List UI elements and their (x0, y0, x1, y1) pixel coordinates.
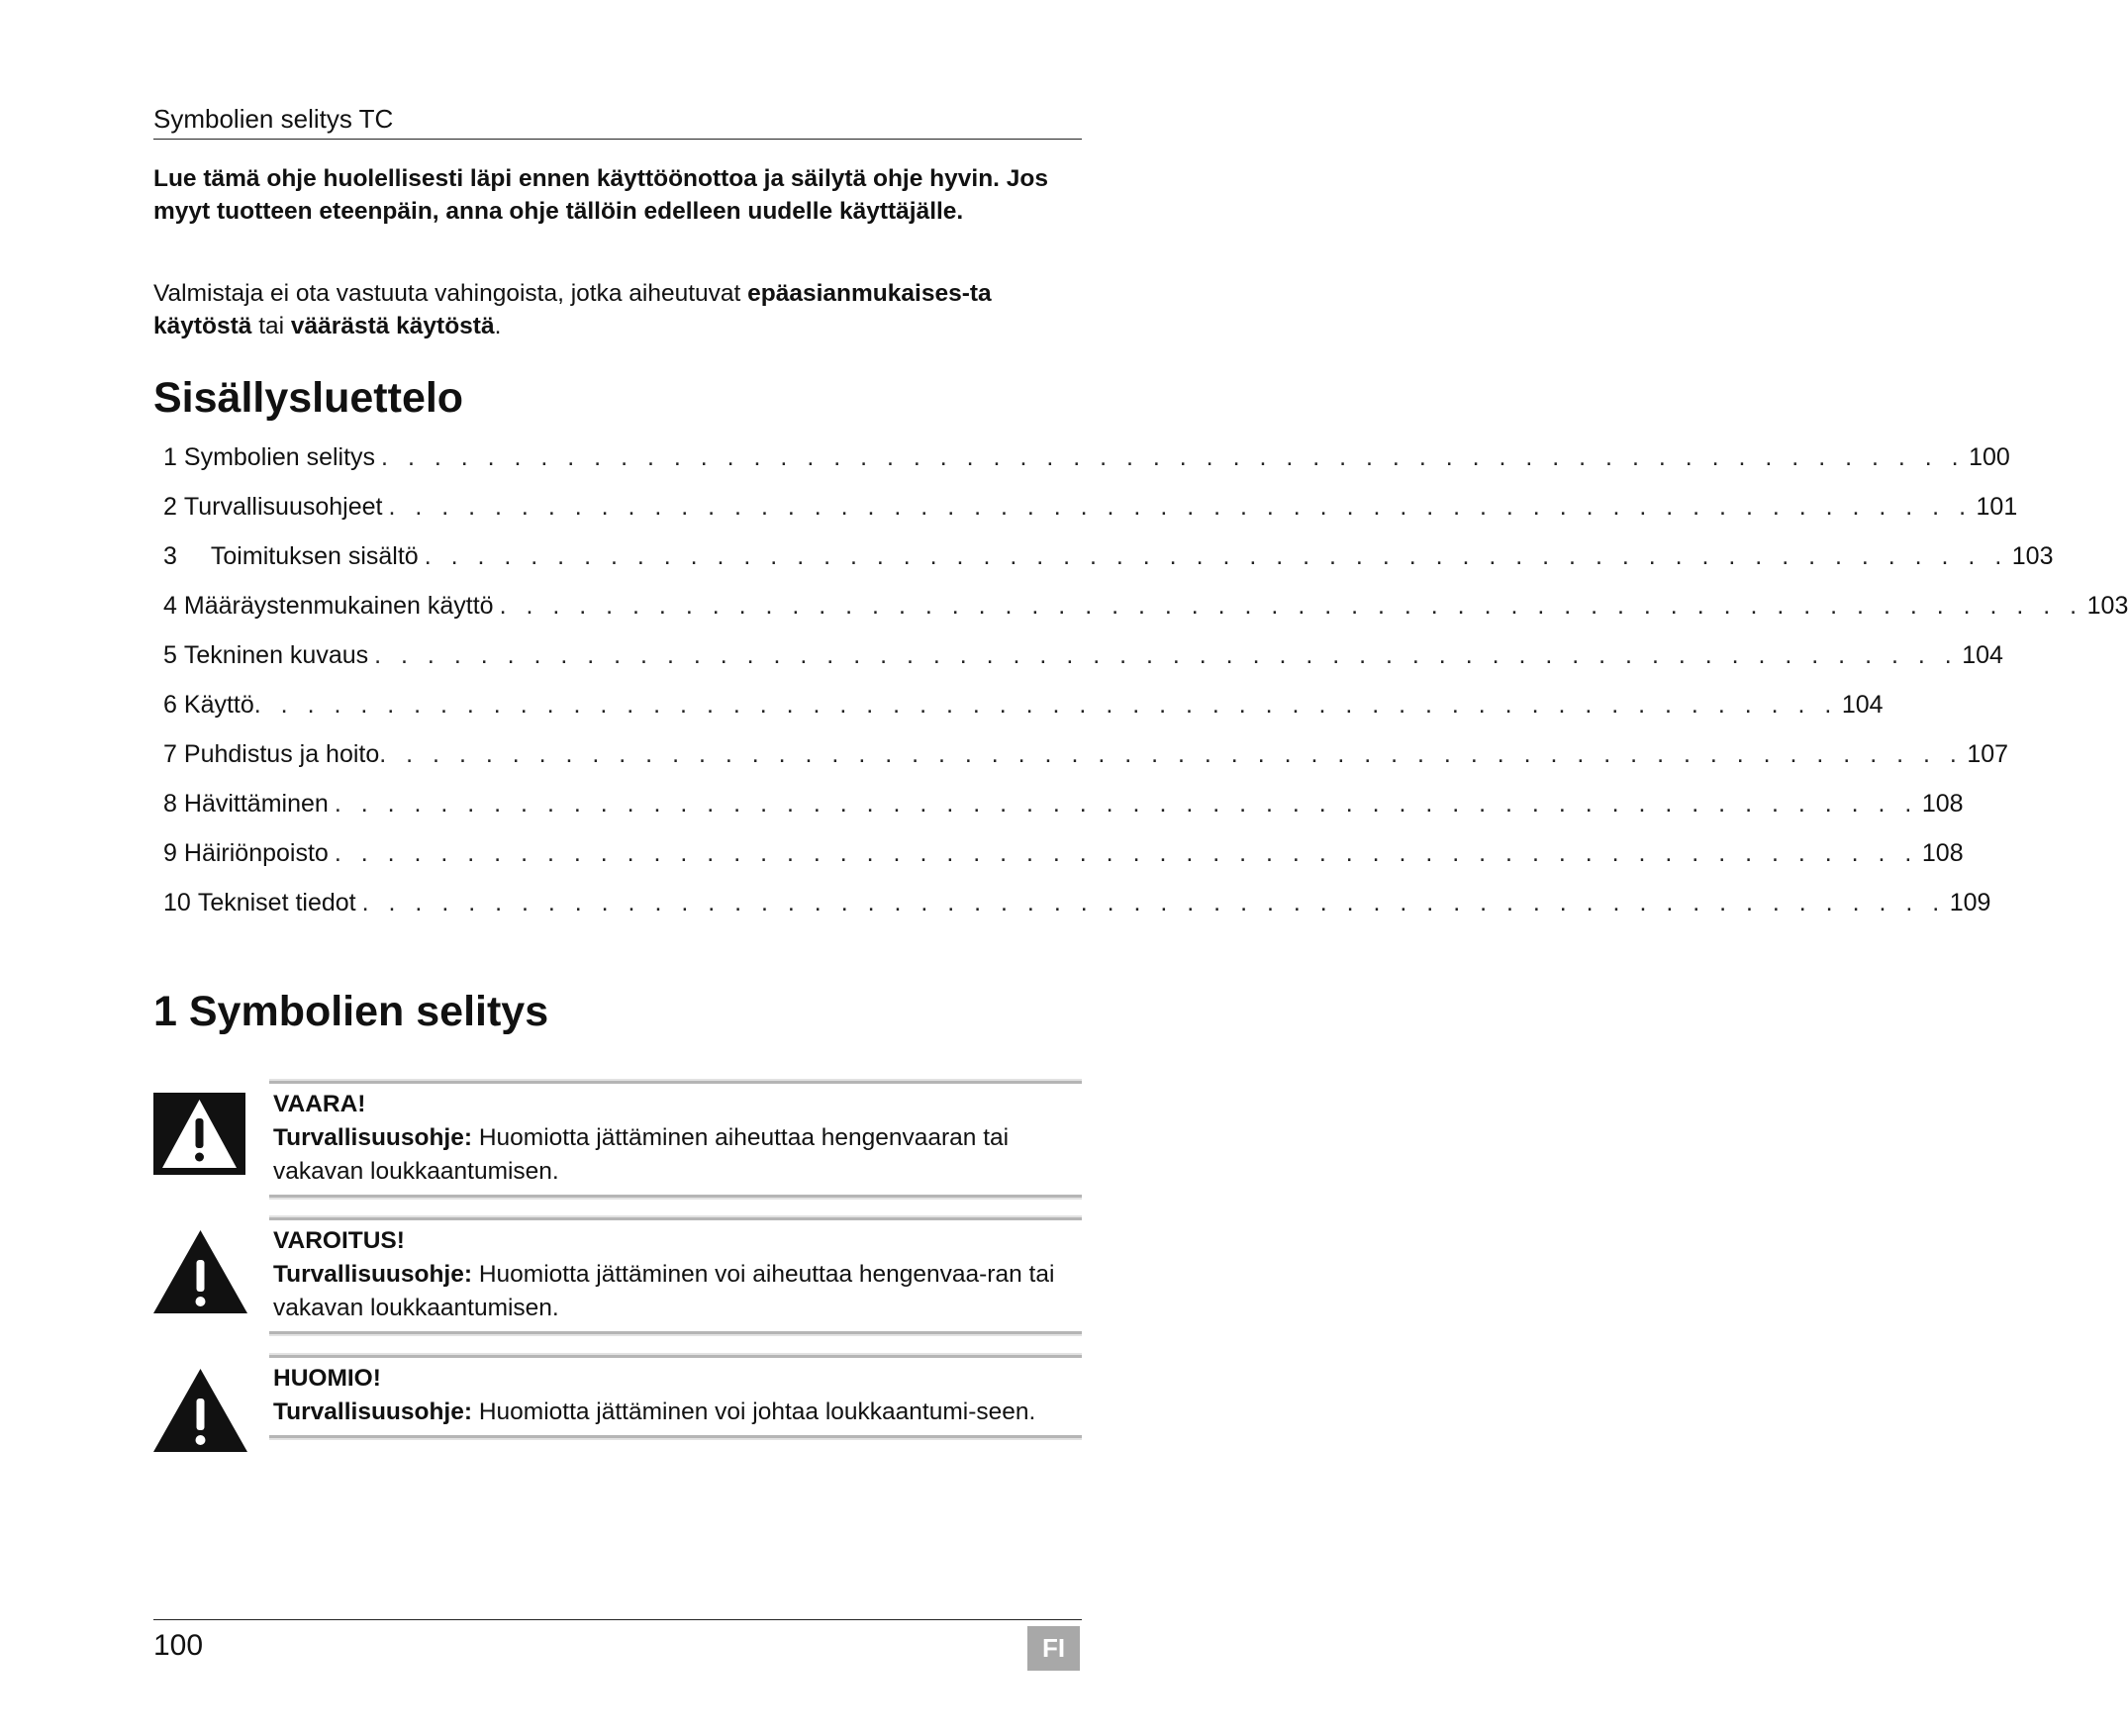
toc-entry-page: 103 (2011, 542, 2054, 570)
toc-entry-page: 100 (1969, 443, 2010, 471)
notice-title: HUOMIO! (273, 1365, 381, 1392)
toc-entry[interactable] (163, 540, 2054, 572)
toc-entry-label: Hävittäminen (183, 790, 329, 818)
toc-dot-leader: . . . . . . . . . . . . . . . . . . . . . . . . . . . . . . . . . . . . . . . . . . . . . . . . . . . . . . . . . . . . (361, 889, 1946, 916)
toc-entry-number: 5 (163, 641, 177, 669)
page-number: 100 (153, 1629, 204, 1662)
notice-lead: Turvallisuusohje: (273, 1261, 473, 1288)
notice-text: Huomiotta jättäminen voi johtaa loukkaantumi-seen. (472, 1398, 1036, 1425)
caution-triangle-icon (153, 1369, 247, 1452)
toc-entry-page: 101 (1976, 493, 2018, 521)
toc-entry-number: 6 (163, 691, 177, 719)
toc-entry-number: 1 (163, 443, 177, 471)
toc-entry[interactable] (163, 491, 2018, 523)
warning-notice (269, 1217, 1082, 1334)
toc-dot-leader: . . . . . . . . . . . . . . . . . . . . . . . . . . . . . . . . . . . . . . . . . . . . . . . . . . . . . . . . . . . . (424, 542, 2008, 570)
toc-entry-number: 7 (163, 740, 177, 768)
toc-entry[interactable] (163, 441, 2010, 473)
danger-notice (269, 1081, 1082, 1198)
toc-title: Sisällysluettelo (153, 374, 464, 422)
toc-entry-label: Symbolien selitys (183, 443, 376, 471)
notice-lead: Turvallisuusohje: (273, 1398, 473, 1425)
toc-entry-page: 107 (1967, 740, 2009, 768)
warning-triangle-icon (153, 1230, 247, 1313)
toc-entry-label: Turvallisuusohjeet (183, 493, 383, 521)
toc-dot-leader: . . . . . . . . . . . . . . . . . . . . . . . . . . . . . . . . . . . . . . . . . . . . . . . . . . . . . . . . . . . . (334, 790, 1918, 818)
toc-entry-number: 2 (163, 493, 177, 521)
toc-dot-leader: . . . . . . . . . . . . . . . . . . . . . . . . . . . . . . . . . . . . . . . . . . . . . . . . . . . . . . . . . . . . (379, 740, 1964, 768)
toc-dot-leader: . . . . . . . . . . . . . . . . . . . . . . . . . . . . . . . . . . . . . . . . . . . . . . . . . . . . . . . . . . . . (381, 443, 1966, 471)
toc-entry[interactable] (163, 837, 1964, 869)
section-heading: 1 Symbolien selitys (153, 988, 549, 1035)
toc-entry[interactable] (163, 887, 1991, 918)
toc-entry-page: 108 (1921, 790, 1964, 818)
toc-entry-number: 9 (163, 839, 177, 867)
notice-title: VAROITUS! (273, 1227, 405, 1254)
danger-square-icon (153, 1093, 245, 1175)
toc-entry[interactable] (163, 590, 2128, 622)
toc-dot-leader: . . . . . . . . . . . . . . . . . . . . . . . . . . . . . . . . . . . . . . . . . . . . . . . . . . . . . . . . . . . . (334, 839, 1918, 867)
toc-dot-leader: . . . . . . . . . . . . . . . . . . . . . . . . . . . . . . . . . . . . . . . . . . . . . . . . . . . . . . . . . . . . (499, 592, 2083, 620)
notice-text: Huomiotta jättäminen voi aiheuttaa hengenvaa-ran tai vakavan loukkaantumisen. (273, 1261, 1055, 1321)
toc-entry-label: Puhdistus ja hoito (183, 740, 380, 768)
toc-entry-page: 103 (2086, 592, 2128, 620)
toc-entry-label: Häiriönpoisto (183, 839, 329, 867)
caution-notice (269, 1355, 1082, 1438)
toc-entry-label: Tekninen kuvaus (183, 641, 369, 669)
toc-entry-label: Tekniset tiedot (197, 889, 356, 916)
toc-entry[interactable] (163, 738, 2009, 770)
toc-entry-number: 4 (163, 592, 177, 620)
language-badge: FI (1027, 1626, 1080, 1671)
disclaimer-text: . (494, 313, 502, 339)
toc-dot-leader: . . . . . . . . . . . . . . . . . . . . . . . . . . . . . . . . . . . . . . . . . . . . . . . . . . . . . . . . . . . . (374, 641, 1959, 669)
toc-entry-label: Toimituksen sisältö (210, 542, 419, 570)
toc-entry[interactable] (163, 639, 2003, 671)
disclaimer-text: Valmistaja ei ota vastuuta vahingoista, jotka aiheutuvat (153, 280, 748, 307)
toc-entry-number: 10 (163, 889, 191, 916)
toc-entry-page: 109 (1949, 889, 1991, 916)
disclaimer-emphasis: epäasianmukaises-ta käytöstä (153, 280, 992, 339)
running-header: Symbolien selitys TC (153, 103, 1082, 140)
toc-dot-leader: . . . . . . . . . . . . . . . . . . . . . . . . . . . . . . . . . . . . . . . . . . . . . . . . . . . . . . . . . . . . (388, 493, 1973, 521)
toc-entry[interactable] (163, 788, 1964, 820)
intro-instruction: Lue tämä ohje huolellisesti läpi ennen käyttöönottoa ja säilytä ohje hyvin. Jos myyt tuotteen eteenpäin, anna ohje tällöin edelleen uudelle käyttäjälle. (153, 165, 1048, 225)
notice-lead: Turvallisuusohje: (273, 1124, 473, 1151)
manufacturer-disclaimer (153, 277, 1089, 342)
toc-entry-page: 108 (1921, 839, 1964, 867)
footer-divider (153, 1619, 1082, 1620)
toc-dot-leader: . . . . . . . . . . . . . . . . . . . . . . . . . . . . . . . . . . . . . . . . . . . . . . . . . . . . . . . . . . . . (253, 691, 1838, 719)
toc-entry[interactable] (163, 689, 1884, 721)
toc-entry-label: Käyttö (183, 691, 254, 719)
disclaimer-emphasis: väärästä käytöstä (290, 313, 495, 339)
toc-entry-number: 8 (163, 790, 177, 818)
notice-title: VAARA! (273, 1091, 366, 1117)
toc-entry-page: 104 (1841, 691, 1884, 719)
notice-text: Huomiotta jättäminen aiheuttaa hengenvaaran tai vakavan loukkaantumisen. (273, 1124, 1010, 1185)
disclaimer-text: tai (251, 313, 291, 339)
toc-entry-number: 3 (163, 542, 177, 570)
toc-entry-page: 104 (1962, 641, 2003, 669)
toc-entry-label: Määräystenmukainen käyttö (183, 592, 494, 620)
